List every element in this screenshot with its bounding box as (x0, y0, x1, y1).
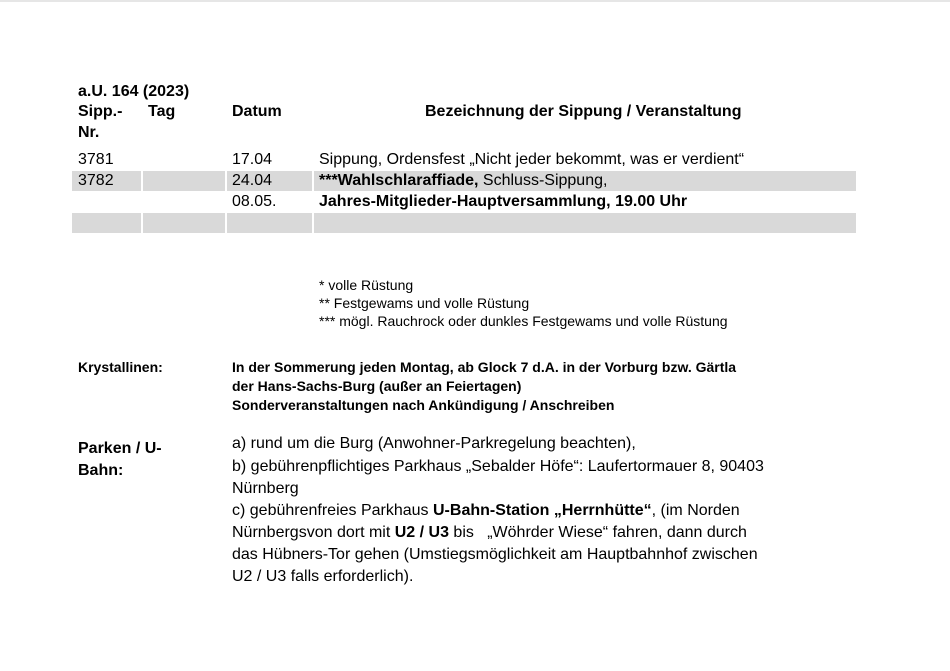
parken-label-2: Bahn: (78, 462, 124, 479)
row-bezeichnung: ***Wahlschlaraffiade, Schluss-Sippung, (319, 172, 608, 189)
page-top-border (0, 0, 950, 2)
row-datum: 24.04 (232, 172, 273, 189)
table-row (72, 150, 856, 170)
krystallinen-line: Sonderveranstaltungen nach Ankündigung / Anschreiben (232, 397, 615, 413)
legend-line: ** Festgewams und volle Rüstung (319, 295, 530, 311)
parken-line-c-2: Nürnbergsvon dort mit U2 / U3 bis „Wöhrder Wiese“ fahren, dann durch (232, 524, 747, 541)
row-bezeichnung: Jahres-Mitglieder-Hauptversammlung, 19.00 Uhr (319, 193, 688, 210)
year-heading: a.U. 164 (2023) (78, 83, 190, 100)
table-row (72, 171, 856, 191)
column-header-datum: Datum (232, 103, 282, 120)
row-bezeichnung: Sippung, Ordensfest „Nicht jeder bekommt, was er verdient“ (319, 151, 745, 168)
legend-line: *** mögl. Rauchrock oder dunkles Festgewams und volle Rüstung (319, 313, 728, 329)
parken-line-b: b) gebührenpflichtiges Parkhaus „Sebalder Höfe“: Laufertormauer 8, 90403 (232, 458, 764, 475)
table-row-empty (72, 213, 856, 233)
column-header-tag: Tag (148, 103, 176, 120)
legend-line: * volle Rüstung (319, 277, 414, 293)
parken-line-a: a) rund um die Burg (Anwohner-Parkregelung beachten), (232, 435, 636, 452)
parken-line-c: c) gebührenfreies Parkhaus U-Bahn-Station „Herrnhütte“, (im Norden (232, 502, 740, 519)
parken-label: Parken / U- (78, 440, 162, 457)
row-nr: 3781 (78, 151, 114, 168)
parken-line-b-2: Nürnberg (232, 480, 299, 497)
krystallinen-line: der Hans-Sachs-Burg (außer an Feiertagen) (232, 378, 522, 394)
krystallinen-label: Krystallinen: (78, 359, 163, 375)
krystallinen-line: In der Sommerung jeden Montag, ab Glock 7 d.A. in der Vorburg bzw. Gärtla (232, 359, 737, 375)
parken-line-c-3: das Hübners-Tor gehen (Umstiegsmöglichkeit am Hauptbahnhof zwischen (232, 546, 758, 563)
column-header-bezeichnung: Bezeichnung der Sippung / Veranstaltung (425, 103, 742, 120)
parken-line-c-4: U2 / U3 falls erforderlich). (232, 568, 414, 585)
column-header-nr-2: Nr. (78, 124, 100, 141)
row-nr: 3782 (78, 172, 114, 189)
row-datum: 08.05. (232, 193, 277, 210)
column-header-nr: Sipp.- (78, 103, 123, 120)
row-datum: 17.04 (232, 151, 273, 168)
table-row (72, 192, 856, 212)
